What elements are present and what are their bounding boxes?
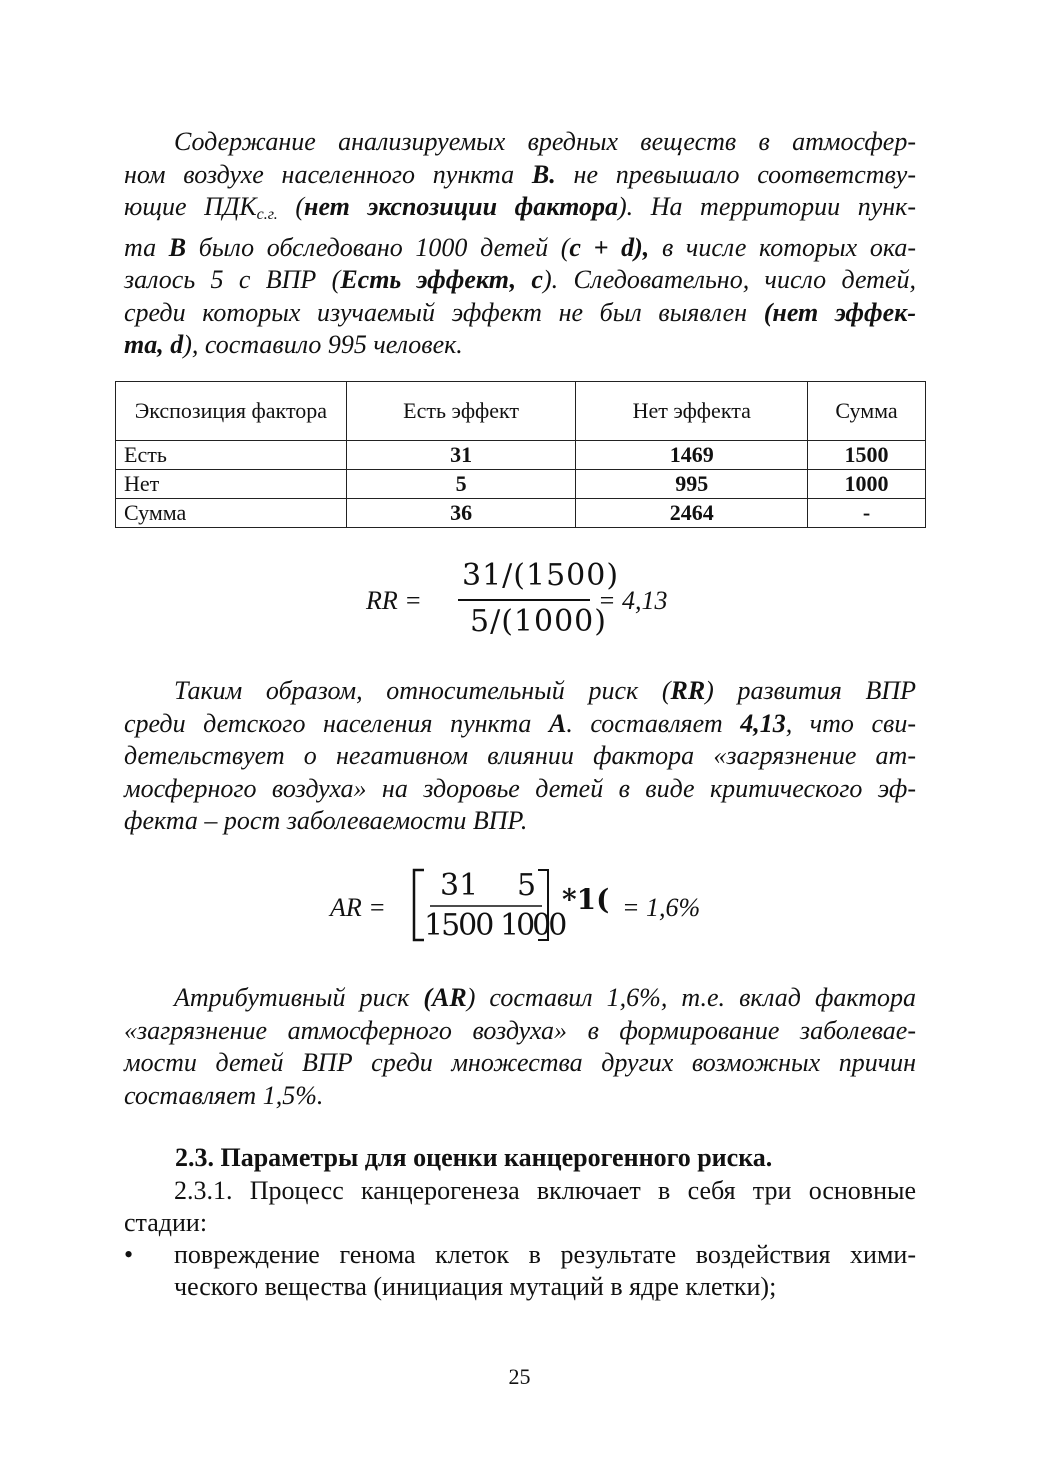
contingency-table — [115, 381, 926, 528]
table-cell: - — [808, 499, 926, 528]
ar-numerator-1: 31 — [440, 868, 479, 903]
text-line: ном воздухе населенного пункта B. не превышало соответству- — [124, 159, 916, 189]
row-label: Есть — [116, 441, 347, 470]
text-line: среди детского населения пункта А. составляет 4,13, что сви- — [124, 708, 916, 738]
text-line: та В было обследовано 1000 детей (c + d), в числе которых ока- — [124, 232, 916, 262]
column-header: Есть эффект — [346, 382, 576, 441]
bullet-text — [174, 1239, 916, 1303]
ar-denominator-1: 1500 — [424, 908, 493, 943]
rr-numerator: 31/(1500) — [462, 558, 620, 593]
text-line: составляет 1,5%. — [124, 1080, 324, 1110]
ar-denominator-2: 1000 — [500, 908, 565, 943]
ar-result: = 1,6% — [622, 893, 701, 922]
table-cell: 5 — [346, 470, 576, 499]
paragraph-rr-interpretation — [124, 675, 916, 838]
paragraph-carcinogenesis — [124, 1175, 916, 1239]
text-line: «загрязнение атмосферного воздуха» в формирование заболевае- — [124, 1015, 916, 1045]
table-cell: 36 — [346, 499, 576, 528]
table-row — [116, 499, 926, 528]
ar-numerator-2: 5 — [517, 868, 537, 903]
column-header: Экспозиция фактора — [116, 382, 347, 441]
paragraph-ar-interpretation — [124, 982, 916, 1112]
text-line: Таким образом, относительный риск (RR) развития ВПР — [174, 676, 916, 705]
text-line: та, d), составило 995 человек. — [124, 330, 463, 359]
text-line: мости детей ВПР среди множества других возможных причин — [124, 1048, 916, 1077]
rr-label: RR = — [366, 586, 422, 615]
rr-denominator: 5/(1000) — [470, 604, 607, 639]
table-cell: 1000 — [808, 470, 926, 499]
section-heading: 2.3. Параметры для оценки канцерогенного риска. — [175, 1143, 773, 1172]
ar-multiplier: *1( — [562, 883, 610, 916]
table-cell: 1500 — [808, 441, 926, 470]
column-header: Сумма — [808, 382, 926, 441]
text-line: ющие $ПДК_{с.г.}$ (нет экспозиции фактора). На территории пунк- — [124, 192, 916, 223]
text-line: Содержание анализируемых вредных веществ в атмосфер- — [174, 127, 916, 156]
table-row — [116, 470, 926, 499]
table-header-row — [116, 382, 926, 441]
bullet-marker: • — [124, 1240, 134, 1269]
page-number: 25 — [508, 1364, 531, 1389]
text-line: фекта – рост заболеваемости ВПР. — [124, 806, 528, 835]
row-label: Сумма — [116, 499, 347, 528]
table-cell: 2464 — [576, 499, 808, 528]
ar-label: AR = — [330, 893, 386, 922]
text-line: мосферного воздуха» на здоровье детей в виде критического эф- — [124, 773, 916, 803]
table-cell: 1469 — [576, 441, 808, 470]
paragraph-exposure-description — [124, 126, 916, 362]
row-label: Нет — [116, 470, 347, 499]
text-line: залось 5 с ВПР (Есть эффект, с). Следовательно, число детей, — [124, 265, 916, 294]
text-line: среди которых изучаемый эффект не был выявлен (нет эффек- — [124, 297, 917, 327]
text-line: ческого вещества (инициация мутаций в ядре клетки); — [174, 1272, 777, 1301]
column-header: Нет эффекта — [576, 382, 808, 441]
table-cell: 31 — [346, 441, 576, 470]
text-line: повреждение генома клеток в результате воздействия хими- — [174, 1240, 916, 1269]
table-row — [116, 441, 926, 470]
text-line: детельствует о негативном влиянии фактора «загрязнение ат- — [124, 741, 916, 770]
text-line: 2.3.1. Процесс канцерогенеза включает в себя три основные — [174, 1176, 916, 1205]
text-line: Атрибутивный риск (AR) составил 1,6%, т.е. вклад фактора — [174, 983, 917, 1012]
rr-result: = 4,13 — [598, 586, 668, 615]
table-cell: 995 — [576, 470, 808, 499]
fraction-bar — [458, 599, 590, 601]
text-line: стадии: — [124, 1208, 208, 1237]
